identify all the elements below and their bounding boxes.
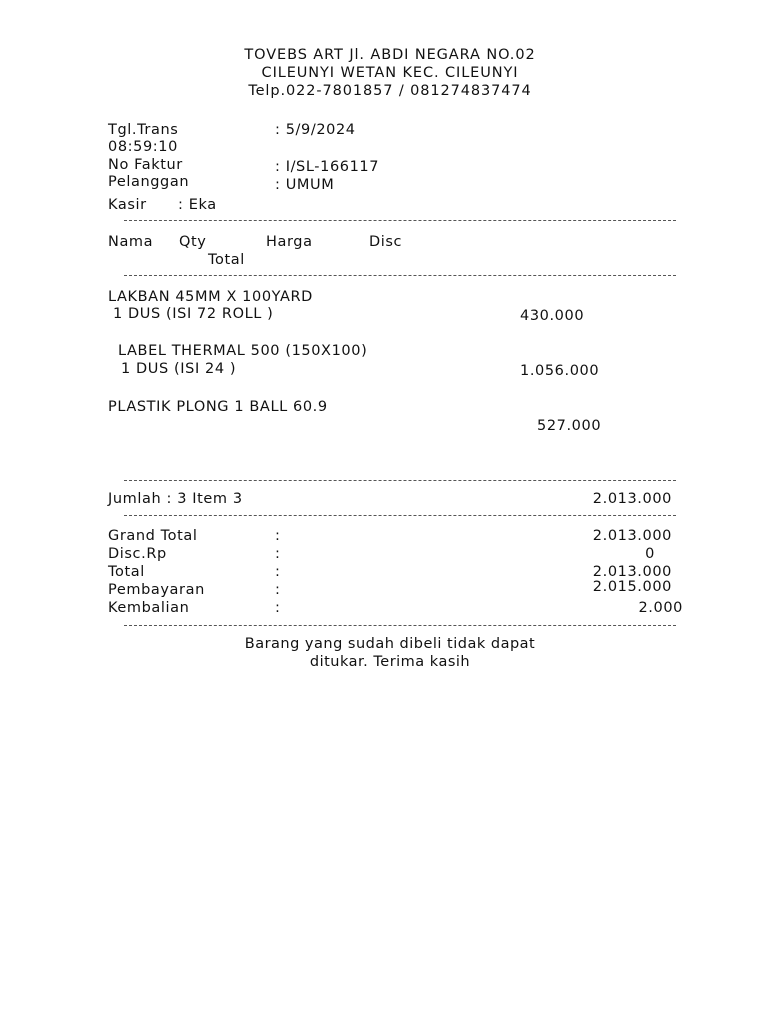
cashier-label: Kasir — [108, 197, 147, 213]
invoice-label: No Faktur — [108, 157, 183, 173]
divider — [124, 275, 676, 276]
item-total: 527.000 — [537, 418, 602, 434]
divider — [124, 220, 676, 221]
trans-time-value: 08:59:10 — [108, 139, 178, 155]
change-label: Kembalian — [108, 600, 190, 616]
cashier-value: : Eka — [178, 197, 217, 213]
item-total: 1.056.000 — [520, 363, 600, 379]
item-name: PLASTIK PLONG 1 BALL 60.9 — [108, 399, 328, 415]
column-header-total: Total — [208, 252, 245, 268]
total-label: Total — [108, 564, 145, 580]
store-phone: Telp.022-7801857 / 081274837474 — [248, 83, 532, 99]
store-name-address: TOVEBS ART Jl. ABDI NEGARA NO.02 — [244, 47, 536, 63]
item-qty: 1 DUS (ISI 72 ROLL ) — [113, 306, 274, 322]
divider — [124, 480, 676, 481]
customer-value: : UMUM — [275, 177, 335, 193]
divider — [124, 515, 676, 516]
grand-total-value: 2.013.000 — [592, 528, 672, 544]
item-qty: 1 DUS (ISI 24 ) — [121, 361, 237, 377]
column-header-qty: Qty — [179, 234, 207, 250]
trans-date-label: Tgl.Trans — [108, 122, 179, 138]
change-value: 2.000 — [638, 600, 683, 616]
change-sep: : — [275, 600, 281, 616]
discount-label: Disc.Rp — [108, 546, 167, 562]
grand-total-sep: : — [275, 528, 281, 544]
column-header-name: Nama — [108, 234, 154, 250]
store-city: CILEUNYI WETAN KEC. CILEUNYI — [261, 65, 519, 81]
total-sep: : — [275, 564, 281, 580]
payment-sep: : — [275, 582, 281, 598]
item-count-total: 2.013.000 — [592, 491, 672, 507]
discount-value: 0 — [645, 546, 655, 562]
grand-total-label: Grand Total — [108, 528, 198, 544]
divider — [124, 625, 676, 626]
trans-date-value: : 5/9/2024 — [275, 122, 356, 138]
total-value: 2.013.000 — [592, 564, 672, 580]
footer-thanks: ditukar. Terima kasih — [309, 654, 471, 670]
payment-value: 2.015.000 — [592, 579, 672, 595]
customer-label: Pelanggan — [108, 174, 190, 190]
item-total: 430.000 — [520, 308, 585, 324]
invoice-value: : I/SL-166117 — [275, 159, 380, 175]
item-count-label: Jumlah : 3 Item 3 — [108, 491, 243, 507]
payment-label: Pembayaran — [108, 582, 205, 598]
item-name: LAKBAN 45MM X 100YARD — [108, 289, 313, 305]
footer-note: Barang yang sudah dibeli tidak dapat — [244, 636, 536, 652]
discount-sep: : — [275, 546, 281, 562]
column-header-disc: Disc — [369, 234, 403, 250]
column-header-price: Harga — [266, 234, 313, 250]
item-name: LABEL THERMAL 500 (150X100) — [118, 343, 368, 359]
